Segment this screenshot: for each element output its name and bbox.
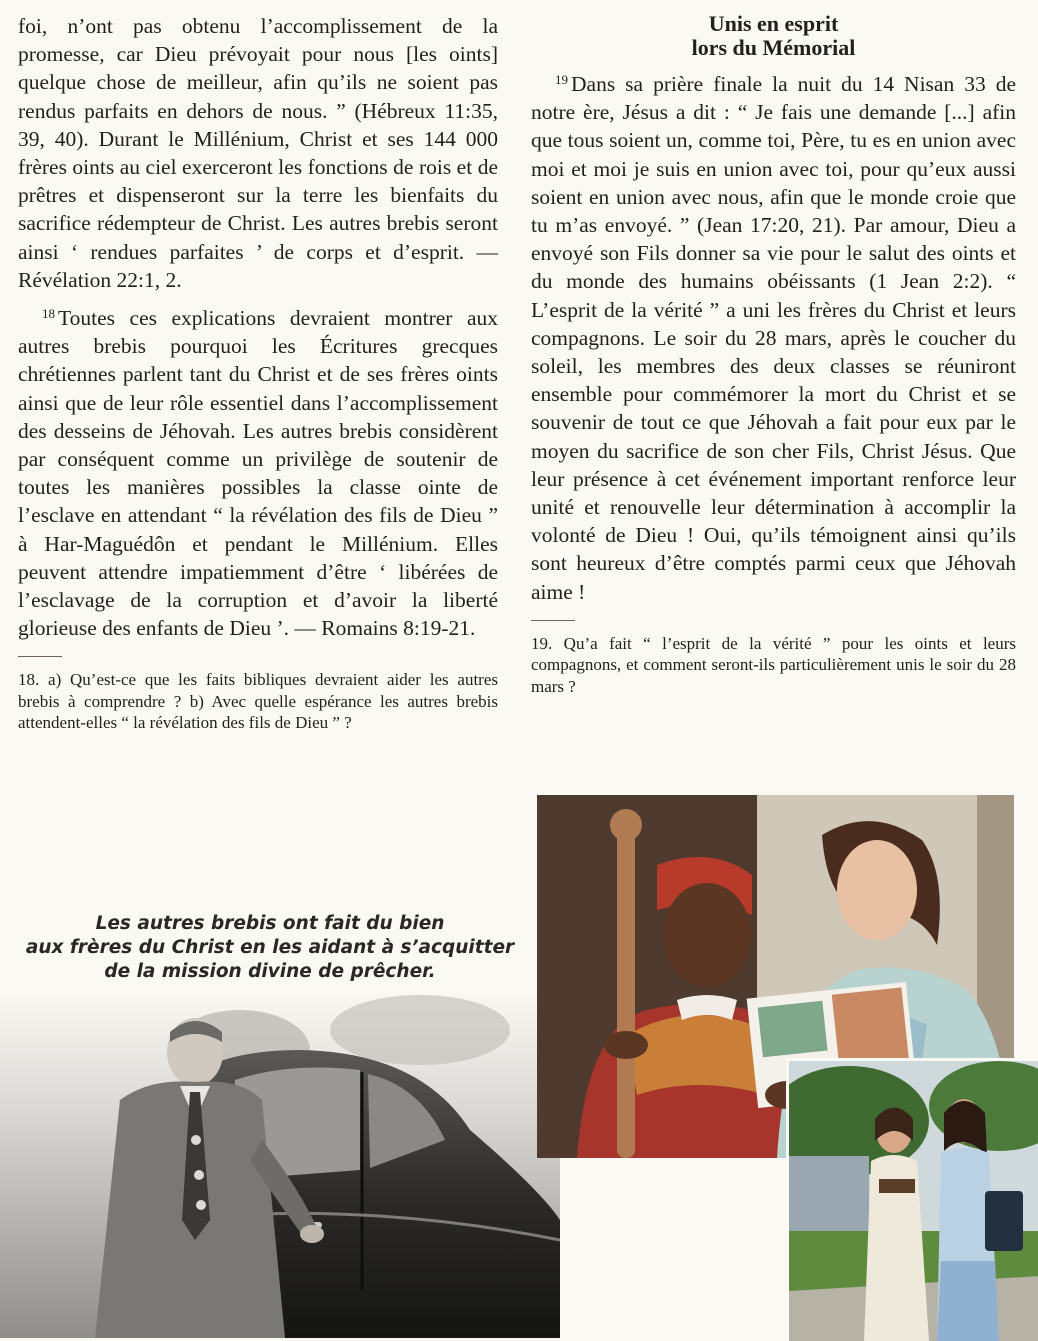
question-19: 19. Qu’a fait “ l’esprit de la vérité ” pour les oints et leurs compagnons, et comment seront-ils particulièrement unis le soir du 28 mars ? [531,633,1016,696]
right-column [531,12,1016,697]
paragraph-19-number: 19 [555,72,568,87]
paragraph-19-text: Dans sa prière finale la nuit du 14 Nisan 33 de notre ère, Jésus a dit : “ Je fais une demande [...] afin que tous soient un, comme toi, Père, tu es en union avec moi et moi je suis en union avec toi, pour qu’eux aussi soient en union avec nous, afin que le monde croie que tu m’as envoyé. ” (Jean 17:20, 21). Par amour, Dieu a envoyé son Fils donner sa vie pour le salut des oints et du monde des humains obéissants (1 Jean 2:2). “ L’esprit de la vérité ” a uni les frères du Christ et leurs compagnons. Le soir du 28 mars, après le coucher du soleil, les membres des deux classes se réuniront ensemble pour commémorer la mort du Christ et se souvenir de tout ce que Jéhovah a fait pour eux par le moyen du sacrifice de son cher Fils, Christ Jésus. Que leur présence à cet événement important renforce leur unité et renouvelle leur détermination à accomplir la volonté de Dieu ! Oui, qu’ils témoignent ainsi qu’ils sont heureux d’être comptés parmi ceux que Jéhovah aime ! [531,72,1016,604]
paragraph-18-number: 18 [42,306,55,322]
left-column [18,12,498,734]
paragraph-18-text: Toutes ces explications devraient montrer aux autres brebis pourquoi les Écritures grecques chrétiennes parlent tant du Christ et de ses frères oints ainsi que de leur rôle essentiel dans l’accomplissement des desseins de Jéhovah. Les autres brebis considèrent par conséquent comme un privilège de soutenir de toutes les manières possibles la classe ointe de l’esclave en attendant “ la révélation des fils de Dieu ” à Har-Maguédôn et pendant le Millénium. Elles peuvent attendre impatiemment d’être ‘ libérées de l’esclavage de la corruption et d’avoir la liberté glorieuse des enfants de Dieu ’. — Romains 8:19-21. [18,306,498,641]
subheading-line2: lors du Mémorial [691,35,856,60]
question-divider-right [531,620,575,621]
paragraph-17-continuation: foi, n’ont pas obtenu l’accomplissement de la promesse, car Dieu prévoyait pour nous [les oints] quelque chose de meilleur, afin qu’ils ne soient pas rendus parfaits en dehors de nous. ” (Hébreux 11:35, 39, 40). Durant le Millénium, Christ et ses 144 000 frères oints au ciel exerceront les fonctions de rois et de prêtres et dispenseront sur la terre les bienfaits du sacrifice rédempteur de Christ. Les autres brebis seront ainsi ‘ rendues parfaites ’ de corps et d’esprit. — Révélation 22:1, 2. [18,14,498,292]
caption-line1: Les autres brebis ont fait du bien [95,913,445,934]
caption-line2: aux frères du Christ en les aidant à s’acquitter [25,937,515,958]
photo-two-women-street [786,1058,1038,1341]
question-divider [18,656,62,657]
subheading-line1: Unis en esprit [708,11,839,36]
paragraph-19 [531,66,1016,606]
photo-man-with-car [0,990,560,1338]
question-18: 18. a) Qu’est-ce que les faits bibliques devraient aider les autres brebis à comprendre ? b) Avec quelle espérance les autres brebis attendent-elles “ la révélation des fils de Dieu ” ? [18,670,498,733]
photo-caption [20,912,520,984]
caption-line3: de la mission divine de prêcher. [104,961,436,982]
section-subheading [531,12,1016,60]
paragraph-18 [18,300,498,642]
